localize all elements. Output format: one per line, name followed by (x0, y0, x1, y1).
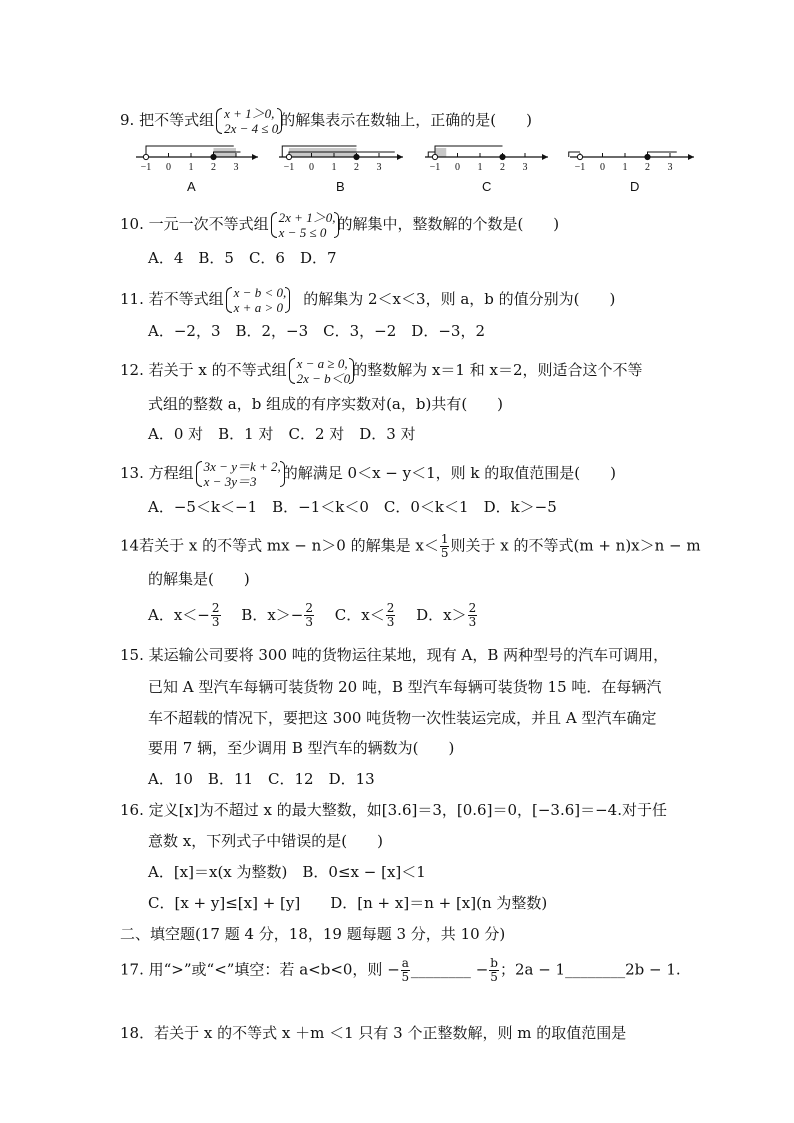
q15-line1: 15. 某运输公司要将 300 吨的货物运往某地，现有 A，B 两种型号的汽车可调用， (120, 646, 669, 664)
q14-line (120, 533, 701, 560)
q14-opt-d-frac (468, 602, 478, 629)
q14-opt-d-den: 3 (468, 615, 477, 629)
q11-options: A．−2，3 B．2，−3 C．3，−2 D．−3，2 (148, 322, 485, 340)
open-dot (143, 154, 148, 159)
q12-sys-row2: 2x − b＜0 (296, 371, 351, 386)
option-a-label: A (187, 179, 196, 194)
q9-line (120, 106, 532, 136)
tick-label: 0 (166, 162, 171, 173)
q14-opt-b-label: B．x＞− (241, 605, 304, 624)
q14-opt-d (416, 601, 478, 629)
tick-label: 0 (309, 162, 314, 173)
tick-label: 3 (376, 162, 382, 173)
section-title: 二、填空题(17 题 4 分，18，19 题每题 3 分，共 10 分) (120, 925, 506, 943)
open-dot (432, 154, 437, 159)
q10-options: A．4 B．5 C．6 D．7 (148, 249, 337, 267)
q12-line2: 式组的整数 a，b 组成的有序实数对(a，b)共有( ) (148, 395, 504, 413)
tick-label: 3 (233, 162, 239, 173)
tick-label: −1 (283, 162, 295, 173)
q17-frac1-den: 5 (401, 970, 410, 984)
q12-prefix: 若关于 x 的不等式组 (148, 361, 287, 379)
q10-num: 10. (120, 215, 144, 233)
tick-label: −1 (140, 162, 152, 173)
numberline-d (569, 152, 694, 173)
q14-opt-b (241, 601, 315, 629)
q12-sys-row1: x − a ≥ 0, (296, 356, 348, 371)
q9-sys-row1: x + 1＞0, (224, 106, 275, 121)
q17-frac2 (489, 957, 499, 984)
q14-frac-num: 1 (440, 532, 449, 546)
q14-fraction (440, 533, 450, 560)
tick-label: 2 (211, 162, 216, 173)
q14-opt-c-num: 2 (386, 601, 395, 615)
q18-line: 18．若关于 x 的不等式 x ＋m ＜1 只有 3 个正整数解，则 m 的取值范围是 (120, 1024, 627, 1042)
q10-line (120, 210, 559, 240)
q16-options-2: C．[x + y]≤[x] + [y] D．[n + x]＝n + [x](n 为整数) (148, 894, 548, 912)
q16-line2: 意数 x，下列式子中错误的是( ) (148, 832, 383, 850)
tick-label: 1 (188, 162, 194, 173)
q15-options: A．10 B．11 C．12 D．13 (148, 770, 375, 788)
q9-system (216, 106, 278, 136)
q17-frac2-den: 5 (490, 970, 498, 984)
numberline-b (279, 146, 403, 173)
q13-sys-row2: x − 3y＝3 (203, 474, 257, 489)
q9-suffix: 的解集表示在数轴上，正确的是( ) (280, 111, 533, 129)
q17-mid: ________ − (410, 960, 489, 979)
q14-opt-c-label: C．x＜ (334, 605, 385, 624)
q14-opt-a-label: A．x＜− (148, 605, 210, 624)
numberline-a (136, 146, 258, 173)
q13-sys-row1: 3x − y＝k + 2, (203, 459, 281, 474)
closed-dot (211, 154, 216, 159)
tick-label: 2 (645, 162, 650, 173)
q17-frac1 (401, 957, 410, 984)
q13-suffix: 的解满足 0＜x − y＜1，则 k 的取值范围是( ) (282, 464, 616, 482)
q15-line3: 车不超载的情况下，要把这 300 吨货物一次性装运完成，并且 A 型汽车确定 (148, 709, 657, 727)
q10-system (271, 210, 336, 240)
q15-line2: 已知 A 型汽车每辆可装货物 20 吨，B 型汽车每辆可装货物 15 吨．在每辆汽 (148, 678, 662, 696)
q14-lead: 14若关于 x 的不等式 mx − n＞0 的解集是 x＜ (120, 536, 439, 555)
option-c-label: C (482, 179, 492, 194)
tick-label: 1 (622, 162, 628, 173)
q14-opt-b-num: 2 (305, 601, 313, 615)
tick-label: 0 (600, 162, 605, 173)
q14-line2: 的解集是( ) (148, 570, 250, 588)
q17-frac2-num: b (490, 956, 498, 970)
q13-options: A．−5＜k＜−1 B．−1＜k＜0 C．0＜k＜1 D．k＞−5 (148, 498, 557, 516)
q14-opt-a (148, 601, 222, 629)
axis-arrow (397, 154, 403, 160)
q14-options (148, 602, 478, 629)
q12-system (289, 356, 351, 386)
tick-label: 2 (354, 162, 359, 173)
q10-sys-row1: 2x + 1＞0, (278, 210, 336, 225)
q11-suffix: 的解集为 2＜x＜3，则 a，b 的值分别为( ) (303, 290, 616, 308)
tick-label: 0 (455, 162, 460, 173)
axis-arrow (542, 154, 548, 160)
q13-num: 13. (120, 464, 144, 482)
q11-system (226, 285, 287, 315)
q11-sys-row1: x − b < 0, (233, 285, 287, 300)
closed-dot (500, 154, 505, 159)
open-dot (577, 154, 582, 159)
numberline-c (425, 146, 548, 173)
tick-label: 1 (331, 162, 337, 173)
closed-dot (645, 154, 650, 159)
axis-arrow (688, 154, 694, 160)
q14-opt-a-frac (211, 602, 221, 629)
q16-options-1: A．[x]＝x(x 为整数) B．0≤x − [x]＜1 (148, 863, 426, 881)
option-d-label: D (630, 179, 640, 194)
q11-sys-row2: x + a > 0 (233, 300, 283, 315)
q14-opt-d-num: 2 (468, 601, 477, 615)
q12-options: A．0 对 B．1 对 C．2 对 D．3 对 (148, 425, 416, 443)
closed-dot (354, 154, 359, 159)
q17-frac1-num: a (401, 956, 409, 970)
q14-opt-a-num: 2 (211, 601, 220, 615)
q12-num: 12. (120, 361, 144, 379)
q11-prefix: 若不等式组 (148, 290, 224, 308)
q17-lead: 17. 用“>”或“<”填空：若 a<b<0，则 − (120, 960, 400, 979)
q9-sys-row2: 2x − 4 ≤ 0 (224, 121, 279, 136)
q14-trail: 则关于 x 的不等式(m + n)x＞n − m (450, 536, 701, 555)
q14-opt-b-den: 3 (305, 615, 313, 629)
axis-arrow (252, 154, 258, 160)
q9-num: 9. (120, 111, 135, 129)
tick-label: 2 (500, 162, 505, 173)
q17-line (120, 957, 681, 984)
q14-opt-c (334, 601, 397, 629)
q13-prefix: 方程组 (148, 464, 194, 482)
tick-label: −1 (429, 162, 441, 173)
q10-suffix: 的解集中，整数解的个数是( ) (337, 215, 560, 233)
q10-prefix: 一元一次不等式组 (148, 215, 269, 233)
q10-sys-row2: x − 5 ≤ 0 (278, 225, 327, 240)
q15-line4: 要用 7 辆，至少调用 B 型汽车的辆数为( ) (148, 739, 455, 757)
option-b-label: B (336, 179, 345, 194)
tick-label: 1 (477, 162, 483, 173)
q14-opt-c-frac (386, 602, 396, 629)
q14-opt-b-frac (304, 602, 314, 629)
q9-number-lines (0, 138, 794, 198)
q12-line (120, 356, 643, 386)
q14-opt-a-den: 3 (211, 615, 220, 629)
q12-suffix: 的整数解为 x＝1 和 x＝2，则适合这个不等 (352, 361, 643, 379)
q11-num: 11. (120, 290, 144, 308)
q14-opt-d-label: D．x＞ (416, 605, 467, 624)
q9-prefix: 把不等式组 (139, 111, 215, 129)
tick-label: −1 (574, 162, 586, 173)
q11-line (120, 285, 615, 315)
q16-line1: 16. 定义[x]为不超过 x 的最大整数，如[3.6]＝3，[0.6]＝0，[−3.6]＝−4.对于任 (120, 801, 667, 819)
q13-line (120, 459, 616, 489)
q14-frac-den: 5 (440, 546, 449, 560)
q14-opt-c-den: 3 (386, 615, 395, 629)
open-dot (286, 154, 291, 159)
tick-label: 3 (667, 162, 673, 173)
q13-system (196, 459, 281, 489)
range-bracket (648, 152, 677, 157)
tick-label: 3 (522, 162, 528, 173)
q17-trail: ；2a − 1________2b − 1. (499, 960, 681, 979)
